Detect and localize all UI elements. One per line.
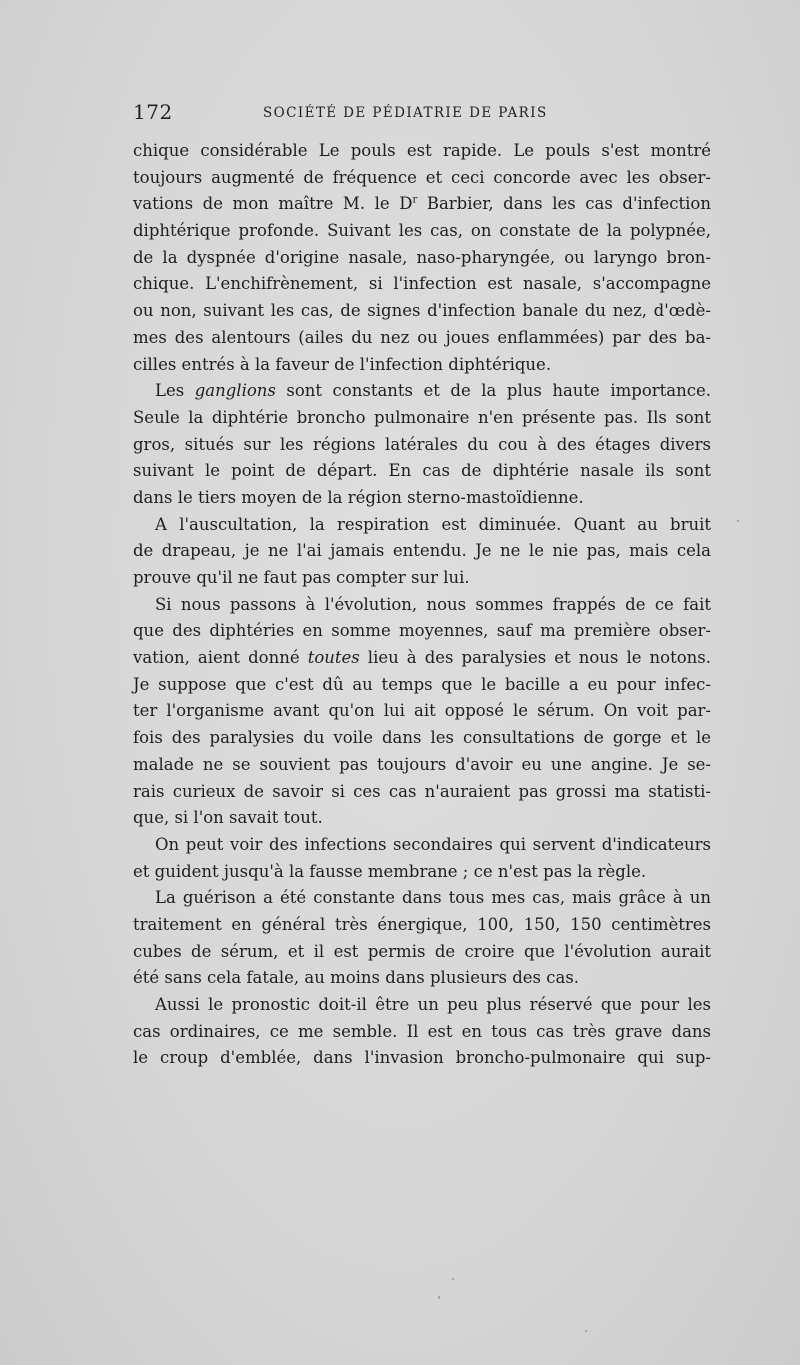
text-line: malade ne se souvient pas toujours d'avoir eu une angine. Je se- xyxy=(133,754,711,774)
text-line: de drapeau, je ne l'ai jamais entendu. Je ne le nie pas, mais cela xyxy=(133,541,711,561)
text-line: toujours augmenté de fréquence et ceci concorde avec les obser- xyxy=(133,167,711,187)
text-line: et guident jusqu'à la fausse membrane ; ce n'est pas la règle. xyxy=(133,861,647,881)
page-header xyxy=(133,100,711,126)
text-line: ou non, suivant les cas, de signes d'infection banale du nez, d'œdè- xyxy=(133,301,711,321)
text-line xyxy=(133,191,711,218)
paper-speck xyxy=(585,1330,587,1332)
text-line: cilles entrés à la faveur de l'infection diphtérique. xyxy=(133,354,552,374)
italic-term: toutes xyxy=(307,648,360,668)
text-segment: Les xyxy=(155,381,195,401)
text-segment: vation, aient donné xyxy=(133,648,308,668)
paper-speck xyxy=(452,1278,454,1280)
text-segment: Barbier, dans les cas d'infection xyxy=(417,194,711,214)
text-line: gros, situés sur les régions latérales du cou à des étages divers xyxy=(133,434,711,454)
text-line: traitement en général très énergique, 100, 150, 150 centimètres xyxy=(133,914,711,934)
text-line: que des diphtéries en somme moyennes, sauf ma première obser- xyxy=(133,621,711,641)
text-line: cas ordinaires, ce me semble. Il est en tous cas très grave dans xyxy=(133,1021,711,1041)
text-line xyxy=(133,378,711,405)
page-number: 172 xyxy=(133,100,173,124)
text-line: chique. L'enchifrènement, si l'infection est nasale, s'accompagne xyxy=(133,274,711,294)
body-text xyxy=(133,138,711,1072)
text-line: mes des alentours (ailes du nez ou joues enflammées) par des ba- xyxy=(133,327,711,347)
text-line: Seule la diphtérie broncho pulmonaire n'en présente pas. Ils sont xyxy=(133,407,711,427)
text-line: Je suppose que c'est dû au temps que le bacille a eu pour infec- xyxy=(133,674,711,694)
running-head: SOCIÉTÉ DE PÉDIATRIE DE PARIS xyxy=(263,105,548,121)
paper-speck xyxy=(438,1296,440,1299)
text-line: prouve qu'il ne faut pas compter sur lui. xyxy=(133,568,470,587)
text-line: que, si l'on savait tout. xyxy=(133,808,323,828)
text-line: ter l'organisme avant qu'on lui ait opposé le sérum. On voit par- xyxy=(133,701,711,721)
text-line xyxy=(133,645,711,672)
text-line: le croup d'emblée, dans l'invasion broncho-pulmonaire qui sup- xyxy=(133,1048,711,1068)
text-segment: vations de mon maître M. le D xyxy=(133,194,413,214)
text-line: diphtérique profonde. Suivant les cas, on constate de la polypnée, xyxy=(133,221,711,241)
superscript: r xyxy=(412,194,418,206)
text-line: suivant le point de départ. En cas de diphtérie nasale ils sont xyxy=(133,461,711,481)
text-line: La guérison a été constante dans tous mes cas, mais grâce à un xyxy=(155,888,711,908)
text-line: cubes de sérum, et il est permis de croire que l'évolution aurait xyxy=(133,941,711,961)
text-line: A l'auscultation, la respiration est diminuée. Quant au bruit xyxy=(155,514,711,534)
text-line: Aussi le pronostic doit-il être un peu plus réservé que pour les xyxy=(155,995,711,1014)
italic-term: ganglions xyxy=(194,381,276,401)
text-line: de la dyspnée d'origine nasale, naso-pharyngée, ou laryngo bron- xyxy=(133,247,711,267)
text-line: chique considérable Le pouls est rapide. Le pouls s'est montré xyxy=(133,141,711,160)
text-line: Si nous passons à l'évolution, nous sommes frappés de ce fait xyxy=(155,594,711,614)
paper-speck xyxy=(737,520,739,522)
text-line: rais curieux de savoir si ces cas n'auraient pas grossi ma statisti- xyxy=(133,781,711,801)
text-segment: lieu à des paralysies et nous le notons. xyxy=(359,648,711,668)
text-line: fois des paralysies du voile dans les consultations de gorge et le xyxy=(133,728,711,748)
text-line: On peut voir des infections secondaires qui servent d'indicateurs xyxy=(155,834,711,854)
text-line: dans le tiers moyen de la région sterno-mastoïdienne. xyxy=(133,487,584,507)
text-segment: sont constants et de la plus haute importance. xyxy=(275,381,711,401)
text-line: été sans cela fatale, au moins dans plusieurs des cas. xyxy=(133,968,580,988)
